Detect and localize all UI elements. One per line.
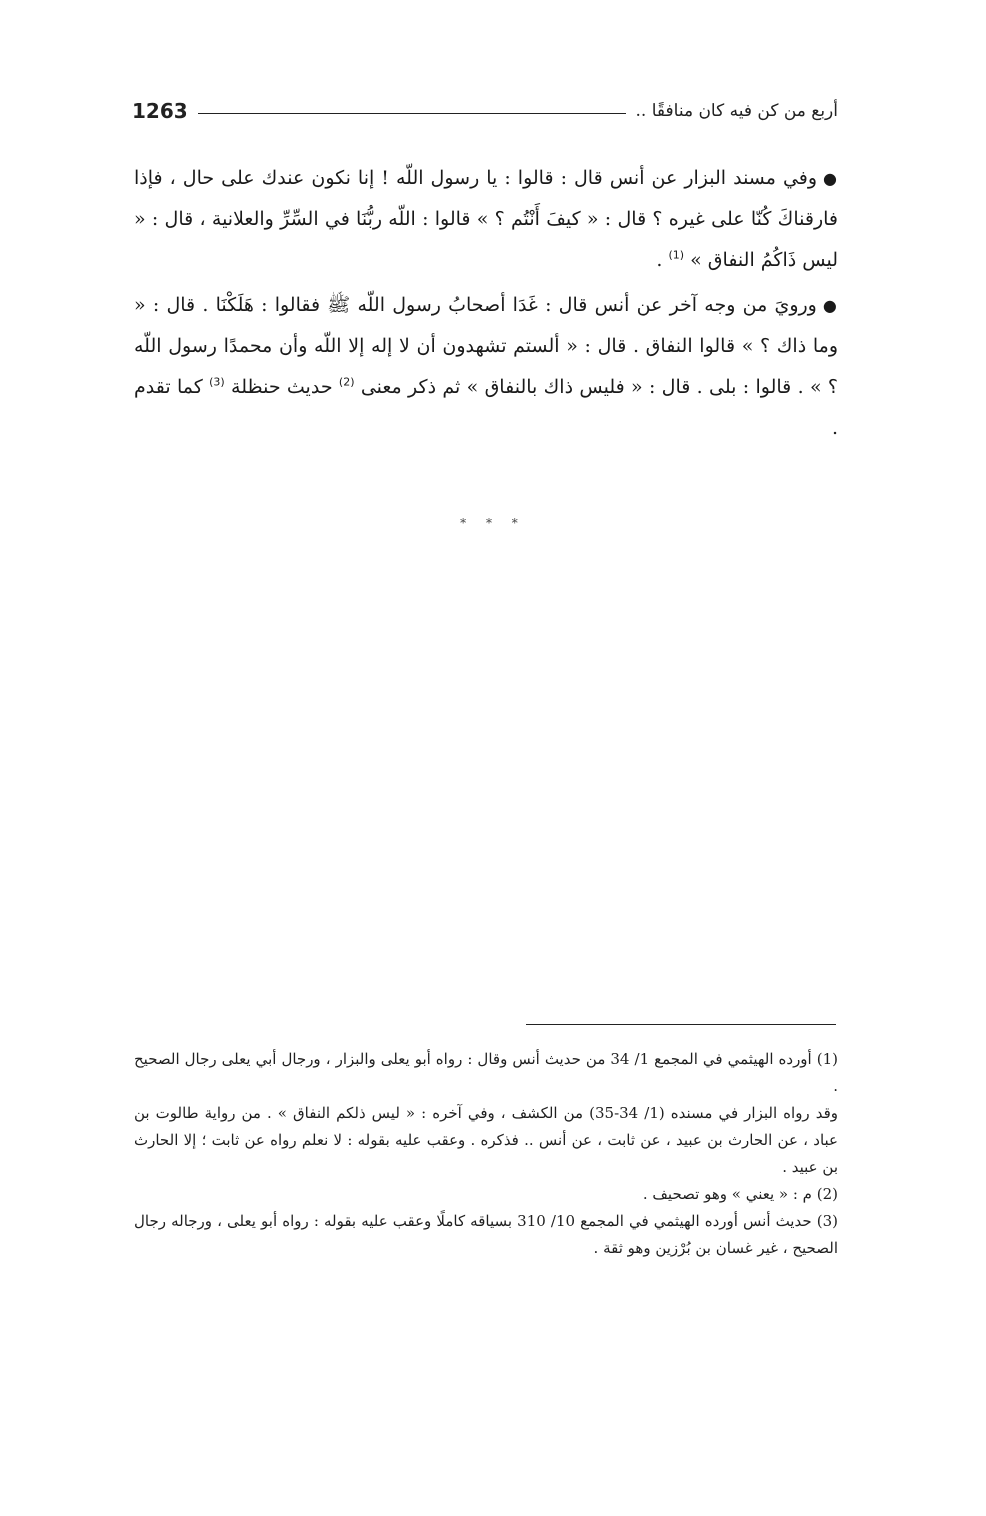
paragraph-2-text-b: حديث حنظلة [231,376,339,398]
footnote-ref-1: (1) [668,248,685,262]
paragraph-2-text: ورويَ من وجه آخر عن أنس قال : غَدَا أصحابُ رسول اللّه ﷺ فقالوا : هَلَكْنَا . قال : « وما ذاك ؟ » قالوا النفاق . قال : « ألستم تشهدون أن لا إله إلا اللّه وأن محمدًا رسول اللّه ؟ » . قالوا : بلى . قال : « فليس ذاك بالنفاق » ثم ذكر معنى [134,294,838,398]
footnotes [134,1046,838,1262]
running-header [132,96,838,126]
footnote-1: (1) أورده الهيثمي في المجمع 1/ 34 من حديث أنس وقال : رواه أبو يعلى والبزار ، ورجال أبي يعلى رجال الصحيح . [134,1050,839,1095]
footnote-1-continued: وقد رواه البزار في مسنده (1/ 34-35) من الكشف ، وفي آخره : « ليس ذلكم النفاق » . من رواية طالوت بن عباد ، عن الحارث بن عبيد ، عن ثابت ، عن أنس .. فذكره . وعقب عليه بقوله : لا نعلم رواه عن ثابت ؛ إلا الحارث بن عبيد . [134,1104,838,1176]
running-title: أربع من كن فيه كان منافقًا .. [635,101,838,121]
paragraph-1 [134,158,838,281]
page-number: 1263 [132,99,188,123]
bullet-icon: ● [822,296,838,315]
footnote-ref-3: (3) [209,375,225,389]
footnote-rule [526,1024,836,1025]
paragraph-2-text-c: كما تقدم . [134,376,838,439]
paragraph-1-text: وفي مسند البزار عن أنس قال : قالوا : يا رسول اللّه ! إنا نكون عندك على حال ، فإذا فارقناكَ كُنّا على غيره ؟ قال : « كيفَ أَنْتُم ؟ » قالوا : اللّه ربُّنَا في السِّرِّ والعلانية ، قال : « ليس ذَاكُمُ النفاق » [134,167,838,271]
section-separator: * * * [460,516,526,530]
footnote-ref-2: (2) [338,375,355,389]
footnote-2: (2) م : « يعني » وهو تصحيف . [642,1185,838,1203]
footnote-3: (3) حديث أنس أورده الهيثمي في المجمع 10/ 310 بسياقه كاملًا وعقب عليه بقوله : رواه أبو يعلى ، ورجاله رجال الصحيح ، غير غسان بن بُرْزين وهو ثقة . [134,1212,838,1257]
paragraph-1-end: . [656,249,669,271]
paragraph-2 [134,285,838,449]
main-text [134,158,838,453]
header-rule [198,113,626,114]
bullet-icon: ● [823,169,838,188]
